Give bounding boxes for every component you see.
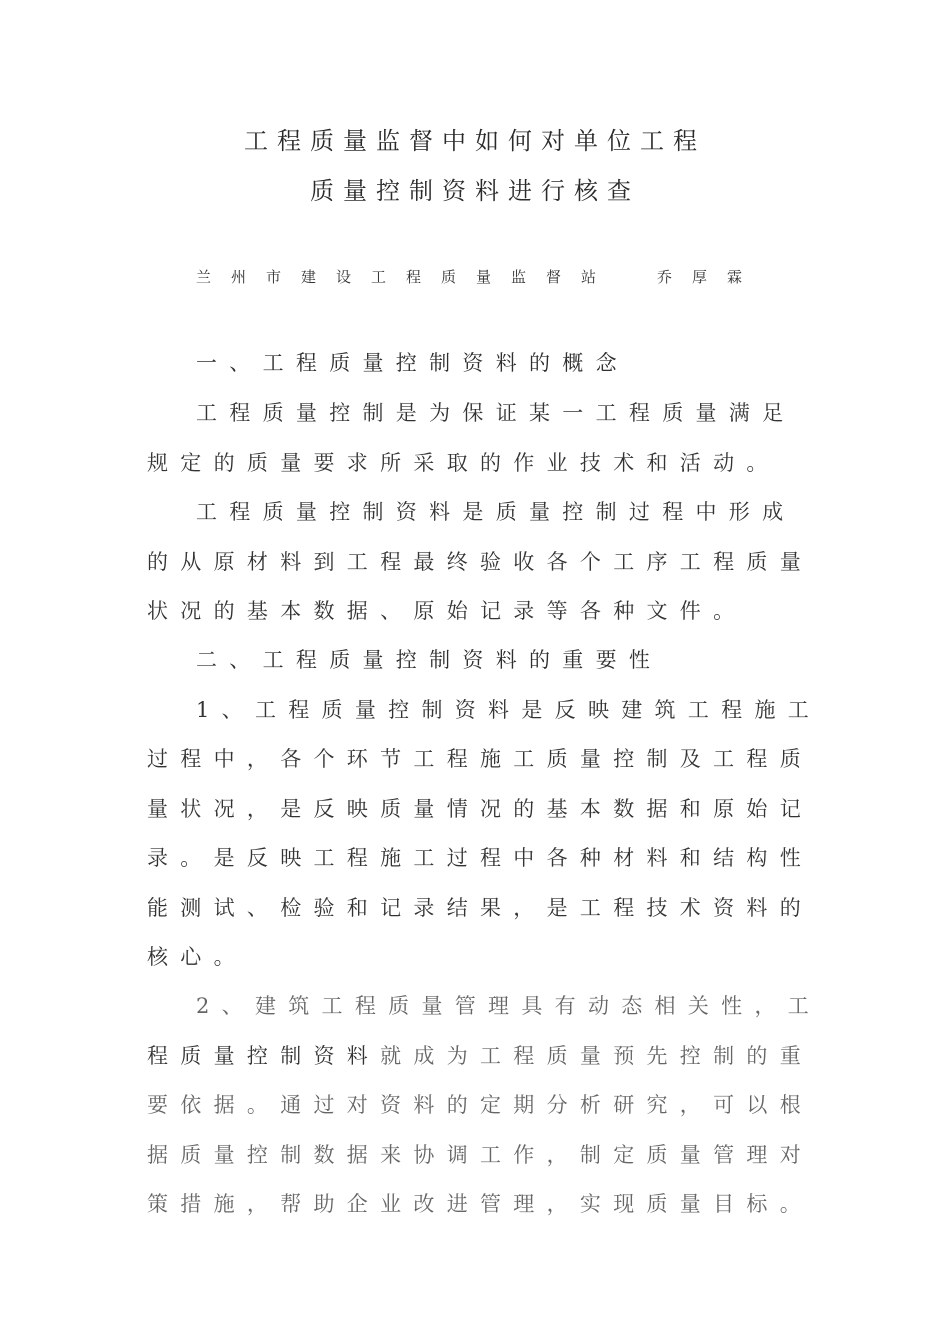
paragraph-4-continuation: 就成为工程质量预先控制的重 bbox=[380, 1044, 814, 1068]
paragraph-3-line: 量状况，是反映质量情况的基本数据和原始记 bbox=[147, 797, 813, 821]
paragraph-1-line: 规定的质量要求所采取的作业技术和活动。 bbox=[147, 451, 780, 475]
paragraph-4-line bbox=[147, 1046, 813, 1067]
paragraph-4-line: 据质量控制数据来协调工作，制定质量管理对 bbox=[147, 1143, 813, 1167]
paragraph-3-line: 过程中，各个环节工程施工质量控制及工程质 bbox=[147, 747, 813, 771]
paragraph-3-line: 核心。 bbox=[147, 945, 247, 969]
section-heading-2: 二、工程质量控制资料的重要性 bbox=[196, 648, 663, 672]
paragraph-4-emphasis: 程质量控制资料 bbox=[147, 1044, 381, 1068]
document-title-line-2: 质量控制资料进行核查 bbox=[310, 177, 640, 205]
paragraph-1-line: 工程质量控制是为保证某一工程质量满足 bbox=[196, 401, 796, 425]
paragraph-3-line: 录。是反映工程施工过程中各种材料和结构性 bbox=[147, 846, 813, 870]
paragraph-2-line: 的从原材料到工程最终验收各个工序工程质量 bbox=[147, 550, 813, 574]
paragraph-3-line: 1、工程质量控制资料是反映建筑工程施工 bbox=[196, 698, 822, 722]
paragraph-3-line: 能测试、检验和记录结果，是工程技术资料的 bbox=[147, 896, 813, 920]
author-name: 乔厚霖 bbox=[657, 268, 763, 286]
paragraph-4-line: 2、建筑工程质量管理具有动态相关性，工 bbox=[196, 994, 822, 1018]
section-heading-1: 一、工程质量控制资料的概念 bbox=[196, 351, 629, 375]
paragraph-2-line: 状况的基本数据、原始记录等各种文件。 bbox=[147, 599, 747, 623]
paragraph-4-line: 要依据。通过对资料的定期分析研究，可以根 bbox=[147, 1093, 813, 1117]
paragraph-2-line: 工程质量控制资料是质量控制过程中形成 bbox=[196, 500, 796, 524]
document-title-line-1: 工程质量监督中如何对单位工程 bbox=[244, 127, 706, 155]
author-organization: 兰州市建设工程质量监督站 bbox=[196, 268, 617, 286]
paragraph-4-line: 策措施，帮助企业改进管理，实现质量目标。 bbox=[147, 1192, 813, 1216]
